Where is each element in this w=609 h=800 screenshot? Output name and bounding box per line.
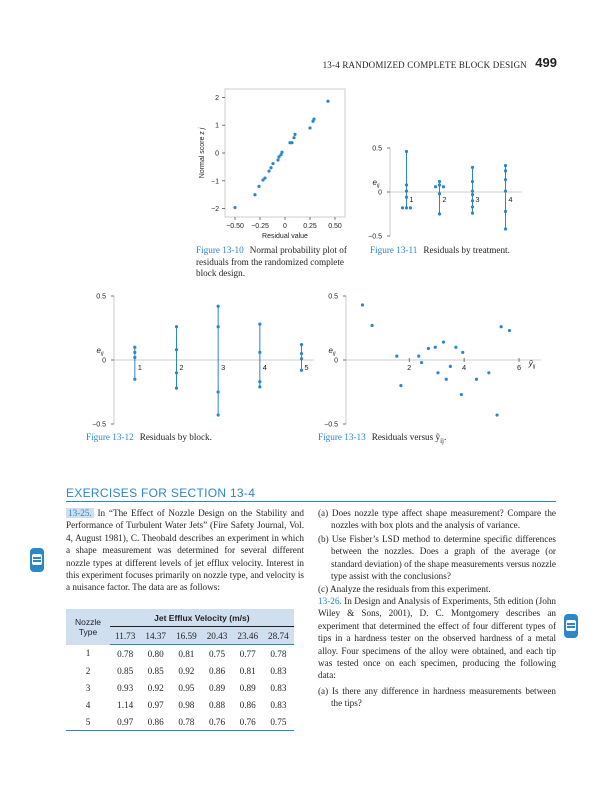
table-cell: 0.76 [232,713,263,731]
data-point [449,365,452,368]
margin-book-icon [564,614,578,638]
x-tick-label: 4 [462,363,467,372]
data-point [175,387,178,390]
table-cell: 0.85 [117,665,134,676]
figure-label: Figure 13-13 [318,432,366,442]
data-point [312,117,315,120]
y-tick-label: 0.5 [96,293,106,301]
y-tick-label: 0 [102,357,106,365]
data-point [300,369,303,372]
data-point [420,361,423,364]
data-point [395,355,398,358]
table-cell: 0.81 [239,665,256,676]
data-point [133,346,136,349]
data-point [471,199,474,202]
y-tick-label: −0.5 [324,421,338,429]
part-c: (c) Analyze the residuals from this experiment. [318,584,491,595]
figure-label: Figure 13-11 [370,245,418,255]
row-label: 3 [85,682,91,693]
table-cell: 0.80 [147,648,164,659]
data-point [300,352,303,355]
x-tick-label: 6 [516,363,522,372]
figure-13-10-caption [196,245,361,280]
data-point [495,413,498,416]
data-point [258,380,261,383]
figure-13-13-caption [318,432,538,447]
data-point [405,183,408,186]
data-point [258,351,261,354]
table-group-header: Jet Efflux Velocity (m/s) [110,609,294,627]
section-title: EXERCISES FOR SECTION 13-4 [66,486,256,500]
y-axis-label: Normal score z j [199,127,206,179]
table-cell: 0.98 [178,699,195,710]
data-point [267,169,270,172]
table-cell: 0.92 [147,682,164,693]
figure-13-13-plot [310,288,550,434]
data-point [217,390,220,393]
data-point [434,185,437,188]
section-rule [66,501,556,502]
exercise-13-25-parts [318,507,556,597]
table-row [66,713,294,731]
data-point [405,196,408,199]
x-tick-label: −0.25 [251,223,269,230]
data-point [475,378,478,381]
data-point [133,356,136,359]
exercise-number: 13-26. [318,596,342,606]
table-cell: 0.89 [208,682,226,693]
table-cell: 0.88 [208,699,226,710]
table-cell: 0.86 [239,699,256,710]
y-axis-label: $e_{ij}$ [328,346,336,357]
data-point [409,206,412,209]
y-tick-label: 0 [378,189,382,197]
x-tick-label: −0.50 [226,223,244,230]
figure-13-11-plot [352,140,532,245]
x-tick-label: 4 [262,363,267,372]
data-point [436,371,439,374]
row-label: 4 [85,699,91,710]
data-point [471,212,474,215]
x-tick-label: 2 [179,363,184,372]
running-title: 13-4 RANDOMIZED COMPLETE BLOCK DESIGN [322,60,527,70]
table-cell: 0.92 [178,665,195,676]
data-point [258,323,261,326]
table-row-header: Nozzle Type [66,609,110,645]
data-point [438,212,441,215]
data-point [233,206,236,209]
data-point [417,355,420,358]
y-axis-label: $e_{ij}$ [96,346,104,357]
data-point [293,133,296,136]
data-point [253,193,256,196]
figure-13-12-plot [78,288,318,434]
data-point [471,190,474,193]
data-point [361,303,364,306]
data-point [300,343,303,346]
x-tick-label: 0 [283,223,287,230]
x-axis-label: Residual value [262,233,308,240]
y-tick-label: 2 [215,94,219,102]
data-point [405,150,408,153]
row-label: 2 [85,665,91,676]
data-point [175,371,178,374]
x-axis-label: $ŷ_{ij}$ [528,359,536,370]
table-cell: 1.14 [117,699,134,710]
data-point [308,126,311,129]
data-point [500,325,503,328]
data-point [461,351,464,354]
data-point [326,100,329,103]
data-point [217,305,220,308]
figure-13-11-caption [370,245,550,257]
data-point [258,385,261,388]
table-cell: 0.81 [178,648,195,659]
data-point [445,378,448,381]
part-b: (b) Use Fisher’s LSD method to determine specific differences between the nozzles. Does a graph of the average (or standard deviation) of the shape measurements versus nozzle type assist with the conclusions? [318,533,556,582]
x-tick-label: 1 [137,363,142,372]
table-col-header: 11.73 [110,627,140,645]
data-point [487,371,490,374]
data-point [471,166,474,169]
part-a: (a) Is there any difference in hardness measurements between the tips? [318,685,556,709]
table-row [66,645,294,663]
table-row [66,696,294,713]
y-tick-label: 0.5 [328,293,338,301]
data-point [290,141,293,144]
table-col-header: 14.37 [140,627,171,645]
data-point [370,324,373,327]
row-label: 5 [66,713,110,731]
y-tick-label: −0.5 [92,421,106,429]
x-tick-label: 4 [508,195,513,204]
y-tick-label: 1 [215,122,219,130]
part-a: (a) Does nozzle type affect shape measurement? Compare the nozzles with box plots and the analysis of variance. [318,508,556,531]
table-cell: 0.83 [270,682,287,693]
data-point [508,329,511,332]
exercise-13-25 [66,507,304,595]
data-point [504,178,507,181]
x-tick-label: 0.50 [328,223,342,230]
exercise-body: In Design and Analysis of Experiments, 5th edition (John Wiley & Sons, 2001), D. C. Montgomery describes an experiment that determined the effect of four different types of tips in a hardness tester on the observed hardness of a metal alloy. Four specimens of the alloy were obtained, and each tip was tested once on each specimen, producing the following data: [318,596,557,681]
table-cell: 0.95 [178,682,195,693]
row-label: 1 [85,648,91,659]
y-axis-label: $e_{ij}$ [372,178,380,189]
table-cell: 0.89 [239,682,256,693]
caption-text: Residuals by block. [139,432,212,442]
table-cell: 0.78 [171,713,202,731]
data-point [504,227,507,230]
data-point [401,206,404,209]
data-point [269,166,272,169]
data-point [217,325,220,328]
data-point [471,180,474,183]
x-tick-label: 2 [407,363,412,372]
caption-end: . [444,432,447,442]
data-point [257,185,260,188]
data-point [175,348,178,351]
data-point [504,210,507,213]
data-point [405,190,408,193]
figure-13-10-plot [195,85,355,245]
figure-13-12-caption [86,432,306,444]
exercise-body: In “The Effect of Nozzle Design on the Stability and Performance of Turbulent Water Jets” (Fire Safety Journal, Vol. 4, August 1981), C. Theobald describes an experiment in which a shape measurement was determined for several different nozzle types at different levels of jet efflux velocity. Interest in this experiment focuses primarily on nozzle type, and velocity is a nuisance factor. The data are as follows: [66,508,304,593]
table-cell: 0.75 [263,713,294,731]
y-tick-label: −0.5 [368,233,382,241]
page-number: 499 [535,55,557,70]
figure-label: Figure 13-12 [86,432,134,442]
y-tick-label: −1 [211,178,219,186]
x-tick-label: 1 [409,195,414,204]
data-point [280,151,283,154]
exercise-number: 13-25. [68,508,92,518]
data-point [271,162,274,165]
y-tick-label: −2 [211,206,219,214]
table-cell: 0.77 [239,648,256,659]
data-point [438,192,441,195]
table-cell: 0.78 [270,648,287,659]
data-point [133,378,136,381]
data-point [276,158,279,161]
table-col-header: 16.59 [171,627,202,645]
data-point [292,136,295,139]
table-cell: 0.86 [208,665,226,676]
data-point [300,357,303,360]
data-point [471,193,474,196]
caption-text: Residuals versus ŷ [371,432,441,442]
table-cell: 0.97 [147,699,164,710]
plot-frame [225,89,345,217]
x-tick-label: 3 [221,363,226,372]
data-point [133,351,136,354]
table-cell: 0.83 [270,699,287,710]
table-cell: 0.97 [110,713,140,731]
table-cell: 0.76 [202,713,233,731]
table-row [66,679,294,696]
caption-text: Residuals by treatment. [423,245,510,255]
data-point [454,346,457,349]
table-col-header: 20.43 [202,627,233,645]
x-tick-label: 5 [304,363,309,372]
data-point [504,190,507,193]
data-point [434,346,437,349]
data-point [438,180,441,183]
data-point [442,340,445,343]
data-point [175,325,178,328]
data-point [263,176,266,179]
data-point [504,164,507,167]
table-cell: 0.93 [117,682,134,693]
caption-subscript: ij [440,436,444,445]
data-point [460,393,463,396]
table-row [66,662,294,679]
y-tick-label: 0 [334,357,338,365]
data-point [471,205,474,208]
nozzle-data-table [66,609,294,731]
exercise-13-26 [318,595,556,711]
data-point [442,185,445,188]
x-tick-label: 0.25 [303,223,317,230]
table-cell: 0.85 [147,665,164,676]
table-cell: 0.78 [117,648,134,659]
data-point [504,169,507,172]
margin-book-icon [30,548,44,572]
table-col-header: 28.74 [263,627,294,645]
table-col-header: 23.46 [232,627,263,645]
data-point [399,384,402,387]
y-tick-label: 0 [215,150,219,158]
table-cell: 0.83 [270,665,287,676]
table-cell: 0.86 [140,713,171,731]
x-tick-label: 2 [442,195,447,204]
caption-text: Normal probability plot of residuals from the randomized complete block design. [196,245,347,278]
y-tick-label: 0.5 [372,145,382,153]
table-cell: 0.75 [208,648,226,659]
data-point [438,183,441,186]
figure-label: Figure 13-10 [196,245,244,255]
data-point [217,413,220,416]
x-tick-label: 3 [475,195,480,204]
data-point [427,347,430,350]
data-point [405,206,408,209]
